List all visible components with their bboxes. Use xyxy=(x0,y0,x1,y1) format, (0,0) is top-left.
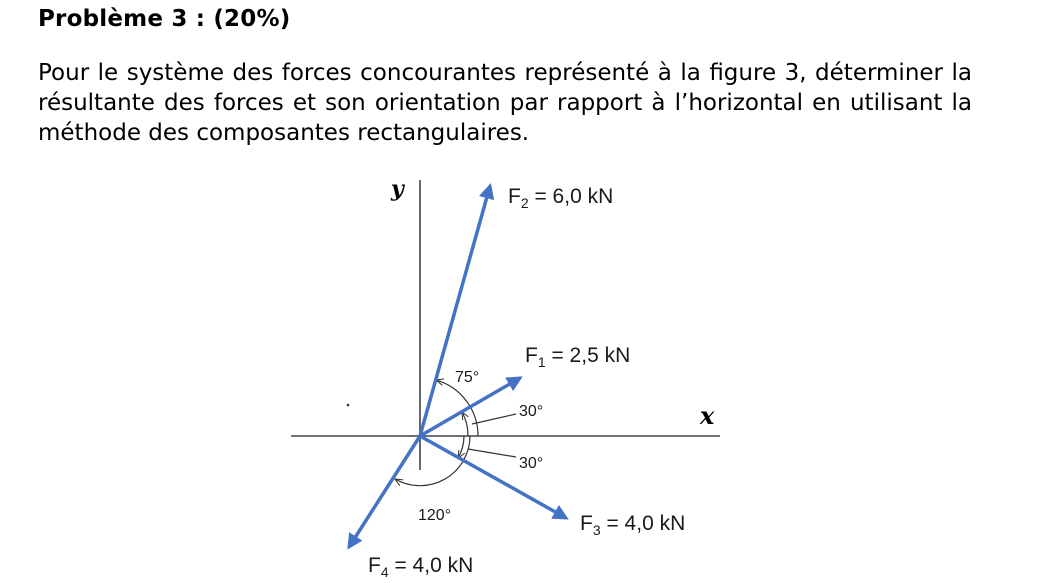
y-axis-label: y xyxy=(391,176,404,202)
angle-arc-f1 xyxy=(462,412,468,436)
problem-heading: Problème 3 : (20%) xyxy=(38,6,291,32)
force-vector-f4 xyxy=(349,436,420,547)
angle-label-f1: 30° xyxy=(519,403,544,420)
force-label-f4: $F_4 = 4,0$ kN xyxy=(368,554,474,580)
angle-label-f3: 30° xyxy=(519,455,544,472)
force-vector-f2 xyxy=(420,186,490,436)
angle-leader-f3 xyxy=(468,449,516,457)
angle-label-f4: 120° xyxy=(418,507,452,524)
stray-dot xyxy=(347,404,350,407)
force-label-f1: $F_1 = 2,5$ kN xyxy=(525,344,631,370)
force-label-f2: $F_2 = 6,0$ kN xyxy=(508,185,614,211)
angle-leader-f1 xyxy=(472,414,516,424)
angle-label-f2: 75° xyxy=(455,369,480,386)
x-axis-label: x xyxy=(700,401,715,430)
angle-arc-f3 xyxy=(458,436,464,458)
problem-statement: Pour le système des forces concourantes représenté à la figure 3, déterminer la résultante des forces et son orientation par rapport à l’horizontal en utilisant la méthode des composantes rectangulaires. xyxy=(38,60,972,146)
force-vector-f3 xyxy=(420,436,566,518)
force-label-f3: $F_3 = 4,0$ kN xyxy=(580,512,686,538)
